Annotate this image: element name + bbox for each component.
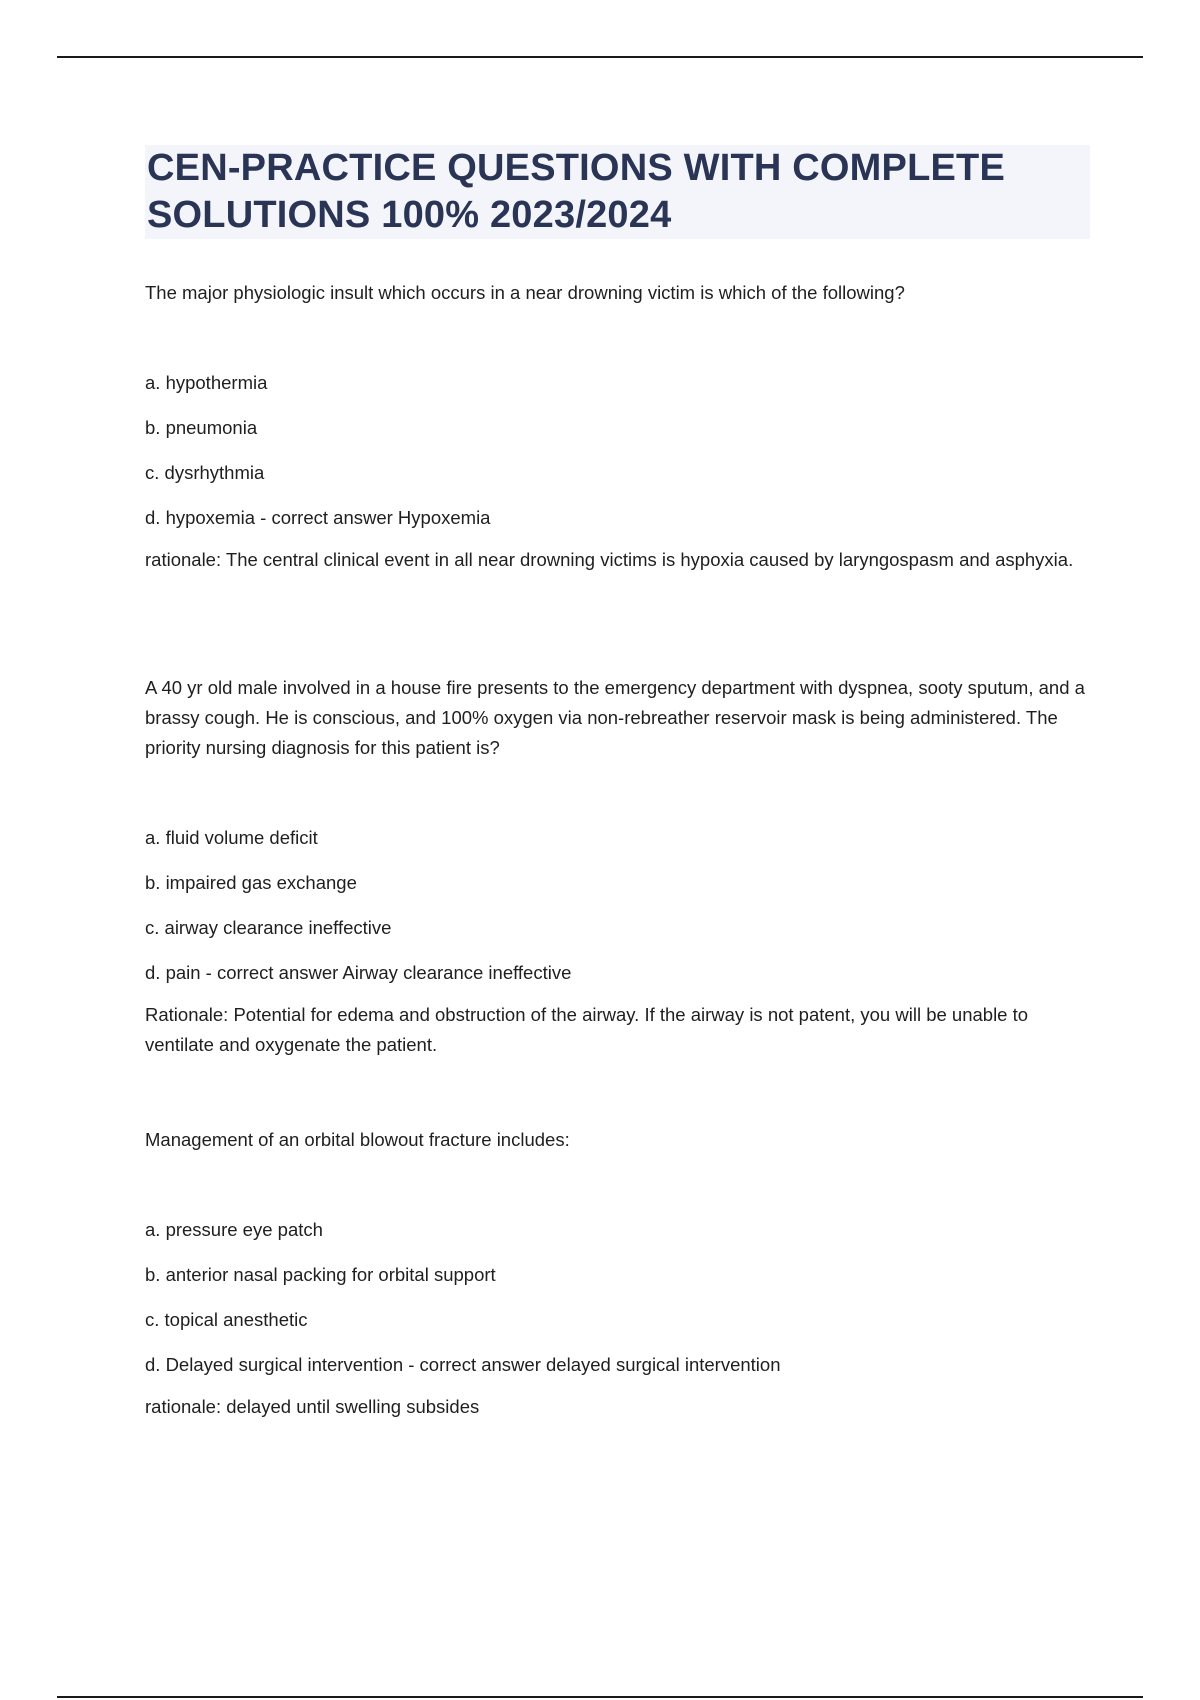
question-text: A 40 yr old male involved in a house fire presents to the emergency department with dyspnea, sooty sputum, and a brassy cough. He is conscious, and 100% oxygen via non-rebreather reservoir mask is being administered. The priority nursing diagnosis for this patient is? bbox=[145, 677, 1085, 758]
question-2 bbox=[145, 673, 1090, 1060]
option-d-answer: d. Delayed surgical intervention - correct answer delayed surgical intervention bbox=[145, 1354, 781, 1375]
answer-options bbox=[145, 823, 1090, 988]
option-c: c. airway clearance ineffective bbox=[145, 917, 392, 938]
option-d-answer: d. hypoxemia - correct answer Hypoxemia bbox=[145, 507, 491, 528]
rationale-text: Rationale: Potential for edema and obstruction of the airway. If the airway is not patent, you will be unable to ventilate and oxygenate the patient. bbox=[145, 1004, 1029, 1055]
document-title: CEN-PRACTICE QUESTIONS WITH COMPLETE SOLUTIONS 100% 2023/2024 bbox=[147, 147, 1005, 236]
question-1 bbox=[145, 278, 1090, 575]
question-3 bbox=[145, 1125, 1090, 1422]
answer-options bbox=[145, 368, 1090, 533]
option-c: c. topical anesthetic bbox=[145, 1309, 308, 1330]
option-b: b. anterior nasal packing for orbital support bbox=[145, 1264, 496, 1285]
option-a: a. hypothermia bbox=[145, 372, 268, 393]
option-b: b. pneumonia bbox=[145, 417, 258, 438]
option-b: b. impaired gas exchange bbox=[145, 872, 357, 893]
top-divider bbox=[57, 56, 1143, 58]
rationale-text: rationale: The central clinical event in all near drowning victims is hypoxia caused by laryngospasm and asphyxia. bbox=[145, 549, 1074, 570]
rationale-text: rationale: delayed until swelling subsides bbox=[145, 1396, 480, 1417]
question-text: The major physiologic insult which occurs in a near drowning victim is which of the following? bbox=[145, 282, 905, 303]
option-c: c. dysrhythmia bbox=[145, 462, 265, 483]
option-d-answer: d. pain - correct answer Airway clearance ineffective bbox=[145, 962, 572, 983]
answer-options bbox=[145, 1215, 1090, 1380]
option-a: a. pressure eye patch bbox=[145, 1219, 323, 1240]
document-body bbox=[145, 145, 1090, 1417]
bottom-divider bbox=[57, 1696, 1143, 1698]
title-banner bbox=[145, 145, 1090, 239]
question-text: Management of an orbital blowout fracture includes: bbox=[145, 1129, 570, 1150]
option-a: a. fluid volume deficit bbox=[145, 827, 318, 848]
